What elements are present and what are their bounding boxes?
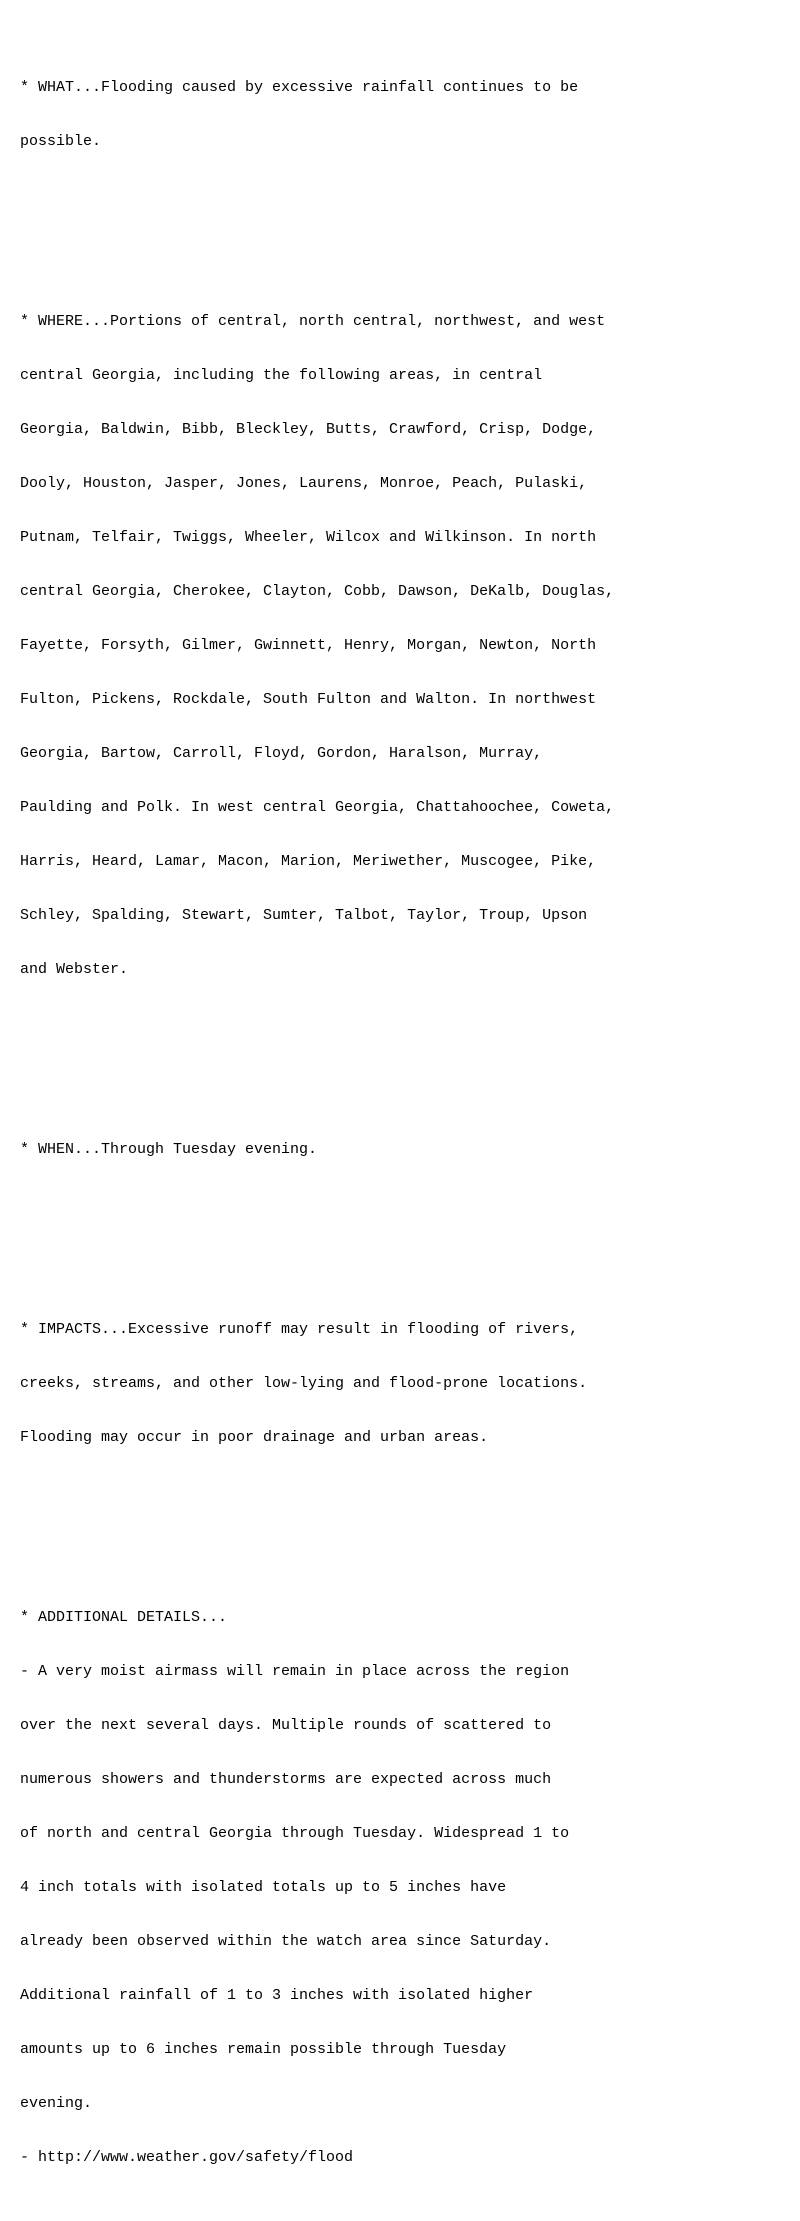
text-line: Fayette, Forsyth, Gilmer, Gwinnett, Henry, Morgan, Newton, North: [20, 637, 597, 654]
text-line: possible.: [20, 133, 102, 150]
text-line: * ADDITIONAL DETAILS...: [20, 1609, 228, 1626]
text-line: creeks, streams, and other low-lying and flood-prone locations.: [20, 1375, 588, 1392]
text-line: * WHAT...Flooding caused by excessive rainfall continues to be: [20, 79, 579, 96]
text-line: over the next several days. Multiple rounds of scattered to: [20, 1717, 552, 1734]
text-line: Fulton, Pickens, Rockdale, South Fulton and Walton. In northwest: [20, 691, 597, 708]
what-section: [20, 43, 790, 187]
text-line: Putnam, Telfair, Twiggs, Wheeler, Wilcox and Wilkinson. In north: [20, 529, 597, 546]
safety-link-line: - http://www.weather.gov/safety/flood: [20, 2149, 354, 2166]
text-line: amounts up to 6 inches remain possible through Tuesday: [20, 2041, 507, 2058]
when-section: [20, 1105, 790, 1195]
text-line: evening.: [20, 2095, 93, 2112]
text-line: Additional rainfall of 1 to 3 inches with isolated higher: [20, 1987, 534, 2004]
where-section: [20, 277, 790, 1015]
text-line: Georgia, Bartow, Carroll, Floyd, Gordon, Haralson, Murray,: [20, 745, 543, 762]
text-line: * WHERE...Portions of central, north central, northwest, and west: [20, 313, 606, 330]
text-line: central Georgia, Cherokee, Clayton, Cobb, Dawson, DeKalb, Douglas,: [20, 583, 615, 600]
blank-line: [20, 1519, 790, 1537]
text-line: - A very moist airmass will remain in place across the region: [20, 1663, 570, 1680]
text-line: Flooding may occur in poor drainage and urban areas.: [20, 1429, 489, 1446]
text-line: of north and central Georgia through Tuesday. Widespread 1 to: [20, 1825, 570, 1842]
text-line: Schley, Spalding, Stewart, Sumter, Talbot, Taylor, Troup, Upson: [20, 907, 588, 924]
text-line: * IMPACTS...Excessive runoff may result in flooding of rivers,: [20, 1321, 579, 1338]
blank-line: [20, 1231, 790, 1249]
text-line: central Georgia, including the following areas, in central: [20, 367, 543, 384]
text-line: numerous showers and thunderstorms are expected across much: [20, 1771, 552, 1788]
text-line: Dooly, Houston, Jasper, Jones, Laurens, Monroe, Peach, Pulaski,: [20, 475, 588, 492]
additional-details-section: [20, 1573, 790, 2203]
text-line: already been observed within the watch area since Saturday.: [20, 1933, 552, 1950]
weather-statement: [20, 7, 790, 2221]
text-line: Paulding and Polk. In west central Georgia, Chattahoochee, Coweta,: [20, 799, 615, 816]
text-line: * WHEN...Through Tuesday evening.: [20, 1141, 318, 1158]
blank-line: [20, 1051, 790, 1069]
text-line: Harris, Heard, Lamar, Macon, Marion, Meriwether, Muscogee, Pike,: [20, 853, 597, 870]
text-line: Georgia, Baldwin, Bibb, Bleckley, Butts, Crawford, Crisp, Dodge,: [20, 421, 597, 438]
text-line: 4 inch totals with isolated totals up to 5 inches have: [20, 1879, 507, 1896]
text-line: and Webster.: [20, 961, 129, 978]
blank-line: [20, 223, 790, 241]
impacts-section: [20, 1285, 790, 1483]
